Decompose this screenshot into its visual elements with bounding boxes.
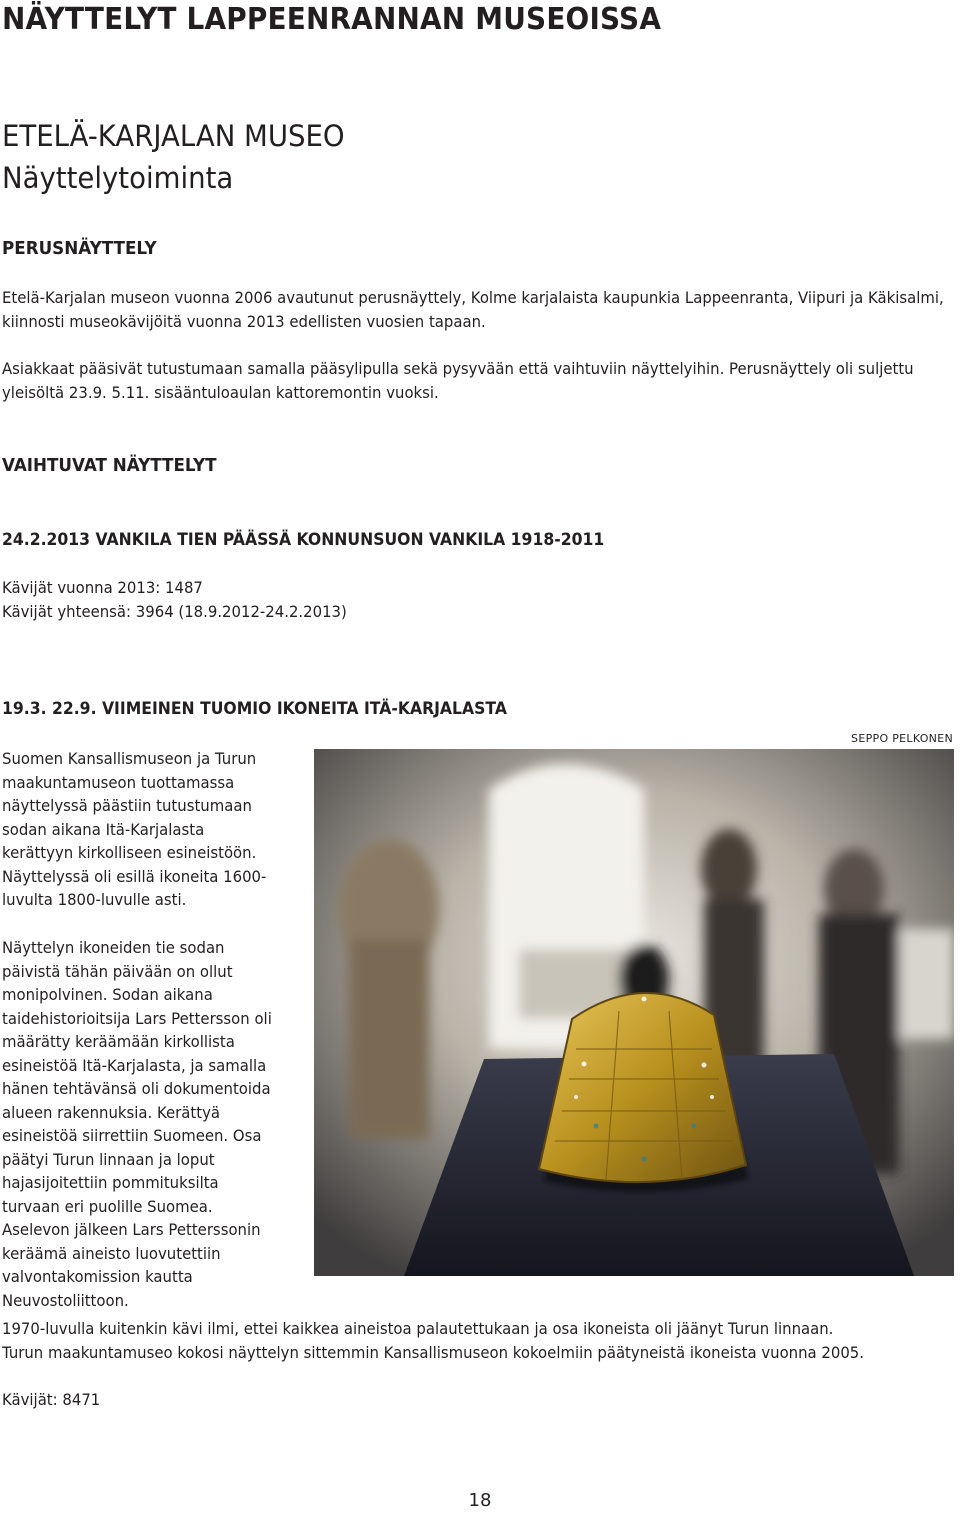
exhibit-1-visitors-total: Kävijät yhteensä: 3964 (18.9.2012-24.2.2013) (2, 602, 347, 621)
exhibit-2-column-paragraph-2: Näyttelyn ikoneiden tie sodan päivistä tähän päivään on ollut monipolvinen. Sodan aikana taidehistorioitsija Lars Pettersson oli määrätty keräämään kirkollista esineistöä Itä-Karjalasta, ja samalla hänen tehtävänsä oli dokumentoida alueen rakennuksia. Kerättyä esineistöä siirrettiin Suomeen. Osa päätyi Turun linnaan ja loput hajasijoitettiin pommituksilta turvaan eri puolille Suomea. Aselevon jälkeen Lars Petterssonin keräämä aineisto luovutettiin valvontakomission kautta Neuvostoliittoon. (2, 938, 272, 1310)
page-title: NÄYTTELYT LAPPEENRANNAN MUSEOISSA (2, 2, 662, 37)
temporary-exhibitions-heading: VAIHTUVAT NÄYTTELYT (2, 455, 217, 476)
exhibit-2-visitors: Kävijät: 8471 (2, 1390, 101, 1409)
exhibit-2-closing-line-2: Turun maakuntamuseo kokosi näyttelyn sittemmin Kansallismuseon kokoelmiin päätyneistä ikoneista vuonna 2005. (2, 1343, 864, 1362)
permanent-paragraph-1: Etelä-Karjalan museon vuonna 2006 avautunut perusnäyttely, Kolme karjalaista kaupunkia Lappeenranta, Viipuri ja Käkisalmi, kiinnosti museokävijöitä vuonna 2013 edellisten vuosien tapaan. (2, 288, 944, 331)
photo-credit: SEPPO PELKONEN (851, 732, 953, 745)
section-subtitle: Näyttelytoiminta (2, 161, 234, 195)
exhibit-2-closing-line-1: 1970-luvulla kuitenkin kävi ilmi, ettei kaikkea aineistoa palautettukaan ja osa ikoneista oli jäänyt Turun linnaan. (2, 1319, 834, 1338)
exhibit-2-title: 19.3. 22.9. VIIMEINEN TUOMIO IKONEITA ITÄ-KARJALASTA (2, 699, 507, 719)
exhibition-photo (314, 749, 954, 1276)
permanent-paragraph-2: Asiakkaat pääsivät tutustumaan samalla pääsylipulla sekä pysyvään että vaihtuviin näyttelyihin. Perusnäyttely oli suljettu yleisöltä 23.9. 5.11. sisääntuloaulan kattoremontin vuoksi. (2, 359, 914, 402)
exhibit-1-title: 24.2.2013 VANKILA TIEN PÄÄSSÄ KONNUNSUON VANKILA 1918-2011 (2, 530, 605, 550)
exhibit-1-visitors-year: Kävijät vuonna 2013: 1487 (2, 578, 203, 597)
museum-name: ETELÄ-KARJALAN MUSEO (2, 119, 345, 153)
permanent-exhibition-heading: PERUSNÄYTTELY (2, 238, 157, 259)
exhibit-2-column-paragraph-1: Suomen Kansallismuseon ja Turun maakuntamuseon tuottamassa näyttelyssä päästiin tutustumaan sodan aikana Itä-Karjalasta kerättyyn kirkolliseen esineistöön. Näyttelyssä oli esillä ikoneita 1600-luvulta 1800-luvulle asti. (2, 749, 267, 909)
page-number: 18 (468, 1490, 492, 1511)
